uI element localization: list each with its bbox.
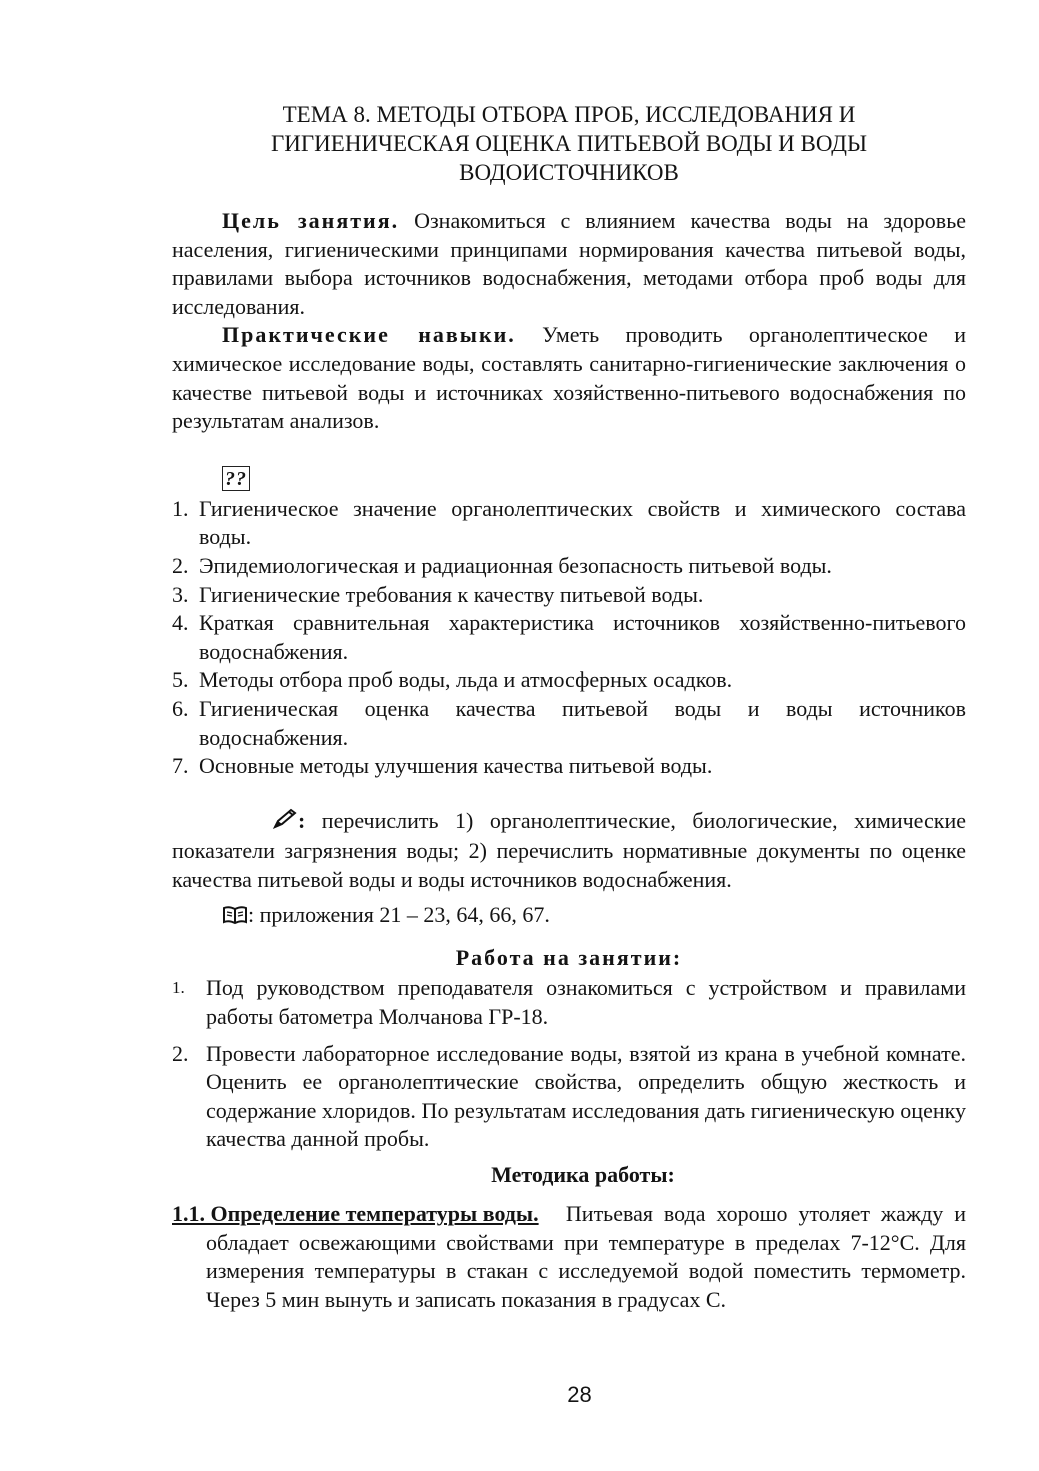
title-line-3: ВОДОИСТОЧНИКОВ — [459, 160, 679, 185]
method-heading: Методика работы: — [491, 1162, 675, 1188]
skills-text: Уметь проводить органолептическое и химическое исследование воды, составлять санитарно-гигиенические заключения о качестве питьевой воды и источниках хозяйственно-питьевого водоснабжения по результатам анализов. — [172, 322, 966, 434]
goal-text: Ознакомиться с влиянием качества воды на здоровье населения, гигиеническими принципами нормирования качества питьевой воды, правилами выбора источников водоснабжения, методами отбора проб воды для исследования. — [172, 208, 966, 319]
goal-label: Цель занятия. — [222, 208, 400, 233]
skills-paragraph — [172, 321, 966, 435]
title-line-2: ГИГИЕНИЧЕСКАЯ ОЦЕНКА ПИТЬЕВОЙ ВОДЫ И ВОДЫ — [270, 131, 868, 156]
page-title — [172, 100, 966, 187]
pencil-icon — [222, 808, 298, 838]
questions-icon: ?? — [222, 466, 250, 491]
method-subheading: 1.1. Определение температуры воды. — [172, 1201, 539, 1227]
work-heading: Работа на занятии: — [455, 945, 683, 971]
open-book-icon — [222, 902, 248, 927]
literature-text: : приложения 21 – 23, 64, 66, 67. — [248, 902, 550, 928]
skills-label: Практические навыки. — [222, 322, 516, 348]
question-item: 3. Гигиенические требования к качеству питьевой воды. — [172, 581, 704, 607]
work-item: 1. Под руководством преподавателя ознакомиться с устройством и правилами работы батометра Молчанова ГР-18. — [172, 975, 966, 1030]
question-item: 5. Методы отбора проб воды, льда и атмосферных осадков. — [172, 667, 733, 693]
page-number: 28 — [567, 1382, 592, 1407]
question-item: 7. Основные методы улучшения качества питьевой воды. — [172, 753, 713, 779]
title-line-1: ТЕМА 8. МЕТОДЫ ОТБОРА ПРОБ, ИССЛЕДОВАНИЯ И — [282, 102, 856, 127]
questions-list — [172, 495, 966, 781]
question-item: 1. Гигиеническое значение органолептических свойств и химического состава воды. — [172, 495, 966, 550]
question-item: 2. Эпидемиологическая и радиационная безопасность питьевой воды. — [172, 552, 832, 578]
task-text: перечислить 1) органолептические, биологические, химические показатели загрязнения воды; 2) перечислить нормативные документы по оценке качества питьевой воды и воды источников водоснабжения. — [172, 807, 966, 892]
question-item: 4. Краткая сравнительная характеристика источников хозяйственно-питьевого водоснабжения. — [172, 610, 966, 664]
work-list — [172, 974, 966, 1154]
task-paragraph: : перечислить 1) органолептические, биологические, химические показатели загрязнения воды; 2) перечислить нормативные документы по оценке качества питьевой воды и воды источников водоснабжения. — [172, 807, 966, 892]
method-text: Питьевая вода хорошо утоляет жажду и обладает освежающими свойствами при температуре в пределах 7-12°С. Для измерения температуры в стакан с исследуемой водой поместить термометр. Через 5 мин вынуть и записать показания в градусах С. — [206, 1201, 966, 1312]
goal-paragraph — [172, 207, 966, 321]
question-item: 6. Гигиеническая оценка качества питьевой воды и воды источников водоснабжения. — [172, 695, 966, 750]
method-paragraph — [172, 1200, 966, 1314]
page-content — [172, 100, 966, 1314]
work-item: 2. Провести лабораторное исследование воды, взятой из крана в учебной комнате. Оценить ее органолептические свойства, определить общую жесткость и содержание хлоридов. По результатам исследования дать гигиеническую оценку качества данной пробы. — [172, 1040, 966, 1152]
literature-line — [222, 900, 966, 930]
